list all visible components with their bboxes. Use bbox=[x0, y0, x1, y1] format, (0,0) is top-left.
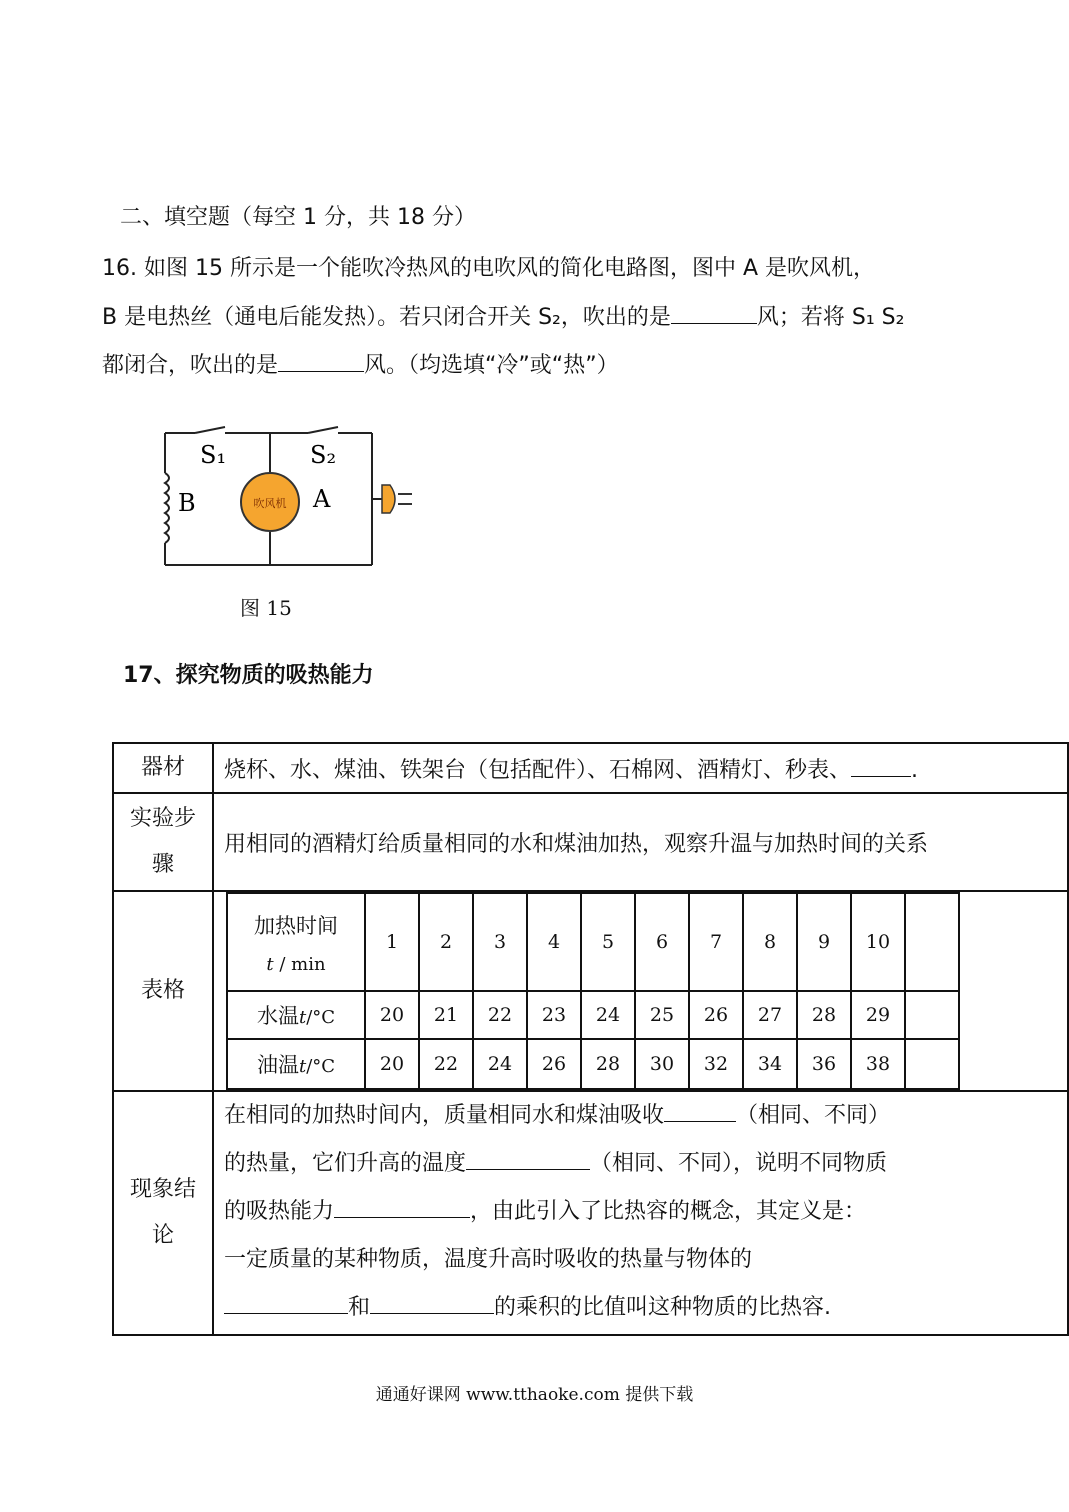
data-table bbox=[226, 892, 960, 1090]
section-title: 二、填空题（每空 1 分，共 18 分） bbox=[120, 205, 476, 230]
equipment-text: 烧杯、水、煤油、铁架台（包括配件）、石棉网、酒精灯、秒表、 bbox=[224, 757, 852, 783]
time-cell: 9 bbox=[797, 893, 851, 991]
experiment-table bbox=[112, 742, 1069, 1336]
table-row bbox=[113, 891, 1068, 1091]
time-cell: 8 bbox=[743, 893, 797, 991]
circuit-diagram bbox=[150, 415, 420, 585]
conclusion-line-4: 一定质量的某种物质，温度升高时吸收的热量与物体的 bbox=[224, 1247, 753, 1272]
water-cell: 29 bbox=[851, 991, 905, 1039]
oil-cell: 32 bbox=[689, 1039, 743, 1089]
data-table-cell bbox=[213, 891, 1068, 1091]
s2-label: S₂ bbox=[310, 441, 337, 469]
q16-line-3 bbox=[102, 348, 619, 379]
a-label: A bbox=[313, 485, 331, 513]
figure-caption: 图 15 bbox=[240, 596, 292, 620]
time-row bbox=[227, 893, 959, 991]
steps-label-2: 骤 bbox=[151, 852, 174, 877]
q16-line-1: 16. 如图 15 所示是一个能吹冷热风的电吹风的简化电路图，图中 A 是吹风机， bbox=[102, 256, 875, 281]
oil-cell: 36 bbox=[797, 1039, 851, 1089]
steps-label bbox=[113, 793, 213, 891]
conclusion-label bbox=[113, 1091, 213, 1335]
answer-blank-8[interactable] bbox=[370, 1293, 494, 1314]
time-cell: 4 bbox=[527, 893, 581, 991]
water-cell: 27 bbox=[743, 991, 797, 1039]
equipment-label: 器材 bbox=[113, 743, 213, 793]
conclusion-line-5: 和 的乘积的比值叫这种物质的比热容. bbox=[224, 1284, 1067, 1332]
conclusion-line-1: 在相同的加热时间内，质量相同水和煤油吸收 （相同、不同） bbox=[224, 1103, 891, 1128]
water-cell bbox=[905, 991, 959, 1039]
heater-coil bbox=[165, 473, 169, 543]
answer-blank-5[interactable] bbox=[466, 1149, 590, 1170]
q16-line-2 bbox=[102, 300, 904, 331]
answer-blank-1[interactable] bbox=[671, 303, 757, 324]
equipment-cell bbox=[213, 743, 1068, 793]
oil-cell: 34 bbox=[743, 1039, 797, 1089]
conclusion-row bbox=[113, 1091, 1068, 1335]
water-cell: 25 bbox=[635, 991, 689, 1039]
answer-blank-6[interactable] bbox=[334, 1197, 470, 1218]
time-cell: 3 bbox=[473, 893, 527, 991]
oil-cell: 22 bbox=[419, 1039, 473, 1089]
fan-text: 吹风机 bbox=[253, 497, 287, 510]
water-cell: 20 bbox=[365, 991, 419, 1039]
time-cell: 6 bbox=[635, 893, 689, 991]
s1-label: S₁ bbox=[200, 441, 227, 469]
conclusion-label-2: 论 bbox=[151, 1223, 174, 1248]
conclusion-text bbox=[213, 1091, 1068, 1335]
time-cell: 1 bbox=[365, 893, 419, 991]
time-cell: 2 bbox=[419, 893, 473, 991]
water-cell: 21 bbox=[419, 991, 473, 1039]
equipment-row bbox=[113, 743, 1068, 793]
time-cell: 5 bbox=[581, 893, 635, 991]
oil-cell: 30 bbox=[635, 1039, 689, 1089]
q17-title: 17、探究物质的吸热能力 bbox=[123, 663, 374, 688]
switch-s2 bbox=[308, 427, 338, 433]
water-cell: 22 bbox=[473, 991, 527, 1039]
time-unit: t / min bbox=[266, 953, 326, 975]
q16-line-3-a: 都闭合，吹出的是 bbox=[102, 353, 279, 378]
footer-text: 通通好课网 www.tthaoke.com 提供下载 bbox=[375, 1385, 694, 1405]
plug-icon bbox=[382, 485, 395, 513]
q16-line-2-a: B 是电热丝（通电后能发热）。若只闭合开关 S₂，吹出的是 bbox=[102, 305, 671, 330]
answer-blank-7[interactable] bbox=[224, 1293, 348, 1314]
water-row bbox=[227, 991, 959, 1039]
oil-cell: 26 bbox=[527, 1039, 581, 1089]
oil-cell: 28 bbox=[581, 1039, 635, 1089]
steps-row bbox=[113, 793, 1068, 891]
switch-s1 bbox=[195, 427, 225, 433]
q16-line-2-b: 风；若将 S₁ S₂ bbox=[756, 305, 905, 330]
oil-cell: 24 bbox=[473, 1039, 527, 1089]
oil-label-cell: 油温t/°C bbox=[227, 1039, 365, 1089]
water-label-cell: 水温t/°C bbox=[227, 991, 365, 1039]
equipment-end: . bbox=[911, 757, 919, 783]
water-cell: 24 bbox=[581, 991, 635, 1039]
oil-cell: 20 bbox=[365, 1039, 419, 1089]
steps-label-1: 实验步 bbox=[129, 806, 196, 831]
oil-row bbox=[227, 1039, 959, 1089]
answer-blank-2[interactable] bbox=[278, 351, 364, 372]
water-cell: 28 bbox=[797, 991, 851, 1039]
water-cell: 26 bbox=[689, 991, 743, 1039]
b-label: B bbox=[178, 489, 196, 517]
time-cell: 10 bbox=[851, 893, 905, 991]
conclusion-line-2: 的热量，它们升高的温度 （相同、不同），说明不同物质 bbox=[224, 1151, 888, 1176]
time-cell bbox=[905, 893, 959, 991]
oil-cell bbox=[905, 1039, 959, 1089]
oil-cell: 38 bbox=[851, 1039, 905, 1089]
steps-text: 用相同的酒精灯给质量相同的水和煤油加热，观察升温与加热时间的关系 bbox=[213, 793, 1068, 891]
time-label: 加热时间 bbox=[254, 913, 338, 938]
table-label: 表格 bbox=[113, 891, 213, 1091]
answer-blank-4[interactable] bbox=[664, 1101, 736, 1122]
q16-line-3-b: 风。（均选填“冷”或“热”） bbox=[364, 353, 619, 378]
time-cell: 7 bbox=[689, 893, 743, 991]
answer-blank-3[interactable] bbox=[851, 756, 911, 777]
conclusion-line-3: 的吸热能力 ，由此引入了比热容的概念，其定义是： bbox=[224, 1199, 867, 1224]
time-label-cell bbox=[227, 893, 365, 991]
water-cell: 23 bbox=[527, 991, 581, 1039]
conclusion-label-1: 现象结 bbox=[129, 1177, 196, 1202]
